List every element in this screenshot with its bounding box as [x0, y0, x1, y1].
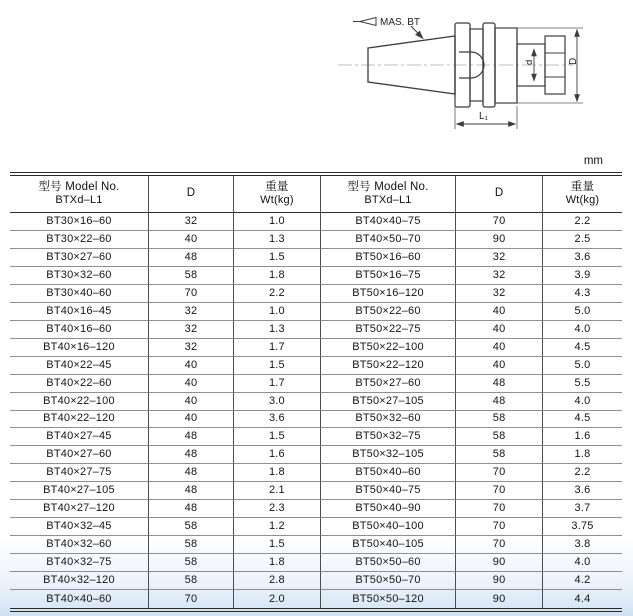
weight-cell: 3.9: [543, 267, 622, 285]
diameter-cell: 32: [456, 285, 543, 303]
diameter-cell: 58: [149, 518, 234, 536]
diameter-cell: 48: [456, 393, 543, 411]
model-cell: BT50×50–60: [321, 554, 456, 572]
header-weight-left: [234, 176, 321, 213]
diameter-cell: 40: [149, 393, 234, 411]
unit-label: mm: [583, 155, 603, 167]
diameter-cell: 48: [149, 249, 234, 267]
model-cell: BT40×22–100: [10, 393, 149, 411]
spec-table: [10, 172, 622, 612]
weight-cell: 4.0: [543, 321, 622, 339]
weight-cell: 5.0: [543, 303, 622, 321]
header-weight-right-line1: 重量: [570, 180, 595, 193]
diameter-cell: 48: [149, 428, 234, 446]
model-cell: BT50×16–120: [321, 285, 456, 303]
weight-cell: 3.6: [543, 249, 622, 267]
weight-cell: 2.2: [543, 213, 622, 231]
diameter-cell: 58: [149, 536, 234, 554]
model-cell: BT50×32–105: [321, 446, 456, 464]
diameter-cell: 40: [149, 411, 234, 429]
model-cell: BT40×32–60: [10, 536, 149, 554]
weight-cell: 1.3: [234, 231, 321, 249]
model-cell: BT40×50–70: [321, 231, 456, 249]
header-model-left-line1: 型号 Model No.: [38, 180, 120, 193]
model-cell: BT30×40–60: [10, 285, 149, 303]
weight-cell: 1.7: [234, 375, 321, 393]
header-diameter-left-label: D: [186, 187, 196, 200]
model-cell: BT40×40–60: [10, 590, 149, 608]
weight-cell: 4.2: [543, 572, 622, 590]
diameter-cell: 58: [456, 446, 543, 464]
dim-L1-label: L₁: [479, 111, 488, 122]
diameter-cell: 90: [456, 572, 543, 590]
header-model-right: [321, 176, 456, 213]
diameter-cell: 90: [456, 554, 543, 572]
weight-cell: 1.3: [234, 321, 321, 339]
header-model-right-line1: 型号 Model No.: [347, 180, 429, 193]
model-cell: BT50×50–70: [321, 572, 456, 590]
weight-cell: 2.3: [234, 500, 321, 518]
model-cell: BT50×16–75: [321, 267, 456, 285]
weight-cell: 1.0: [234, 213, 321, 231]
diameter-cell: 58: [149, 267, 234, 285]
diameter-cell: 32: [456, 249, 543, 267]
weight-cell: 4.4: [574, 592, 591, 605]
diameter-cell: 40: [456, 339, 543, 357]
weight-cell: 1.5: [234, 249, 321, 267]
model-cell: BT50×22–75: [321, 321, 456, 339]
diameter-cell: 40: [149, 357, 234, 375]
weight-cell: 3.6: [543, 482, 622, 500]
weight-cell: 2.5: [543, 231, 622, 249]
diameter-cell: 40: [456, 303, 543, 321]
header-weight-right: [543, 176, 622, 213]
diameter-cell: 58: [149, 572, 234, 590]
diameter-cell: 70: [149, 590, 234, 608]
model-cell: BT40×27–120: [10, 500, 149, 518]
weight-cell: 4.5: [543, 339, 622, 357]
header-model-left: [10, 176, 149, 213]
model-cell: BT40×27–45: [10, 428, 149, 446]
model-cell: BT50×27–105: [321, 393, 456, 411]
body-cylinder: [495, 28, 517, 103]
model-cell: BT40×27–75: [10, 464, 149, 482]
model-cell: BT50×22–120: [321, 357, 456, 375]
weight-cell: 3.75: [543, 518, 622, 536]
model-cell: BT50×40–105: [321, 536, 456, 554]
model-cell: BT40×32–120: [10, 572, 149, 590]
model-cell: BT50×22–100: [321, 339, 456, 357]
model-cell: BT50×40–90: [321, 500, 456, 518]
weight-cell: 3.7: [543, 500, 622, 518]
weight-cell: 1.2: [234, 518, 321, 536]
datum-arrow-icon: [360, 18, 376, 26]
dim-d-label: d: [524, 59, 535, 65]
weight-cell: 4.0: [543, 393, 622, 411]
model-cell: BT40×16–60: [10, 321, 149, 339]
model-cell: BT40×40–75: [321, 213, 456, 231]
diameter-cell: 40: [149, 231, 234, 249]
diameter-cell: 70: [456, 482, 543, 500]
model-cell: BT50×32–75: [321, 428, 456, 446]
weight-cell: 1.6: [234, 446, 321, 464]
model-cell: BT30×27–60: [10, 249, 149, 267]
diameter-cell: 40: [456, 357, 543, 375]
model-cell: BT40×22–45: [10, 357, 149, 375]
header-diameter-left: [149, 176, 234, 213]
diameter-cell: 48: [149, 446, 234, 464]
diameter-cell: 70: [149, 285, 234, 303]
model-cell: BT40×22–120: [10, 411, 149, 429]
weight-cell: 2.2: [543, 464, 622, 482]
weight-cell: 1.8: [543, 446, 622, 464]
toolholder-technical-drawing: [323, 0, 633, 160]
model-cell: BT50×16–60: [321, 249, 456, 267]
weight-cell: 1.0: [234, 303, 321, 321]
diameter-cell: 48: [149, 482, 234, 500]
header-diameter-right: [456, 176, 543, 213]
model-cell: BT50×40–100: [321, 518, 456, 536]
model-cell: BT30×22–60: [10, 231, 149, 249]
model-cell: BT50×40–75: [321, 482, 456, 500]
model-cell: BT30×16–60: [10, 213, 149, 231]
header-diameter-right-label: D: [494, 187, 504, 200]
weight-cell: 4.0: [543, 554, 622, 572]
weight-cell: 3.8: [543, 536, 622, 554]
weight-cell: 1.6: [543, 428, 622, 446]
model-cell: BT50×50–120: [321, 590, 456, 608]
diameter-cell: 32: [149, 321, 234, 339]
model-cell: BT30×32–60: [10, 267, 149, 285]
diameter-cell: 70: [456, 464, 543, 482]
diameter-cell: 32: [149, 339, 234, 357]
model-cell: BT40×27–105: [10, 482, 149, 500]
diameter-cell: 32: [456, 267, 543, 285]
diameter-cell: 90: [456, 590, 543, 608]
weight-cell: 1.7: [234, 339, 321, 357]
weight-cell: 1.5: [234, 536, 321, 554]
model-cell: BT40×27–60: [10, 446, 149, 464]
model-cell: BT40×22–60: [10, 375, 149, 393]
model-cell: BT50×40–60: [321, 464, 456, 482]
diameter-cell: 40: [456, 321, 543, 339]
weight-cell: 1.5: [234, 428, 321, 446]
model-cell: BT50×22–60: [321, 303, 456, 321]
diameter-cell: 32: [149, 303, 234, 321]
header-weight-left-line2: Wt(kg): [260, 194, 294, 207]
diameter-cell: 58: [456, 411, 543, 429]
weight-cell: 1.5: [234, 357, 321, 375]
diameter-cell: 48: [149, 500, 234, 518]
diameter-cell: 58: [149, 554, 234, 572]
weight-cell: 1.8: [234, 267, 321, 285]
weight-cell: 5.5: [543, 375, 622, 393]
standard-label: MAS. BT: [380, 17, 421, 28]
diameter-cell: 70: [456, 213, 543, 231]
weight-cell: 2.2: [234, 285, 321, 303]
weight-cell: 1.8: [234, 464, 321, 482]
header-model-left-line2: BTXd–L1: [55, 194, 103, 207]
diameter-cell: 32: [149, 213, 234, 231]
model-cell: BT40×32–45: [10, 518, 149, 536]
weight-cell: 1.8: [234, 554, 321, 572]
header-weight-right-line2: Wt(kg): [565, 194, 600, 207]
diameter-cell: 90: [456, 231, 543, 249]
weight-cell: 2.1: [234, 482, 321, 500]
dim-D-label: D: [568, 57, 579, 65]
weight-cell: 4.5: [543, 411, 622, 429]
model-cell: BT40×16–120: [10, 339, 149, 357]
weight-cell: 5.0: [543, 357, 622, 375]
weight-cell: 3.0: [234, 393, 321, 411]
weight-cell: 2.8: [234, 572, 321, 590]
header-weight-left-line1: 重量: [265, 180, 289, 193]
model-cell: BT50×27–60: [321, 375, 456, 393]
diameter-cell: 58: [456, 428, 543, 446]
weight-cell: 4.3: [543, 285, 622, 303]
diameter-cell: 70: [456, 536, 543, 554]
diameter-cell: 48: [149, 464, 234, 482]
diameter-cell: 70: [456, 518, 543, 536]
header-model-right-line2: BTXd–L1: [364, 194, 412, 207]
model-cell: BT40×16–45: [10, 303, 149, 321]
model-cell: BT50×32–60: [321, 411, 456, 429]
model-cell: BT40×32–75: [10, 554, 149, 572]
diameter-cell: 48: [456, 375, 543, 393]
diameter-cell: 70: [456, 500, 543, 518]
weight-cell: 2.0: [234, 590, 321, 608]
diameter-cell: 40: [149, 375, 234, 393]
weight-cell: 3.6: [234, 411, 321, 429]
